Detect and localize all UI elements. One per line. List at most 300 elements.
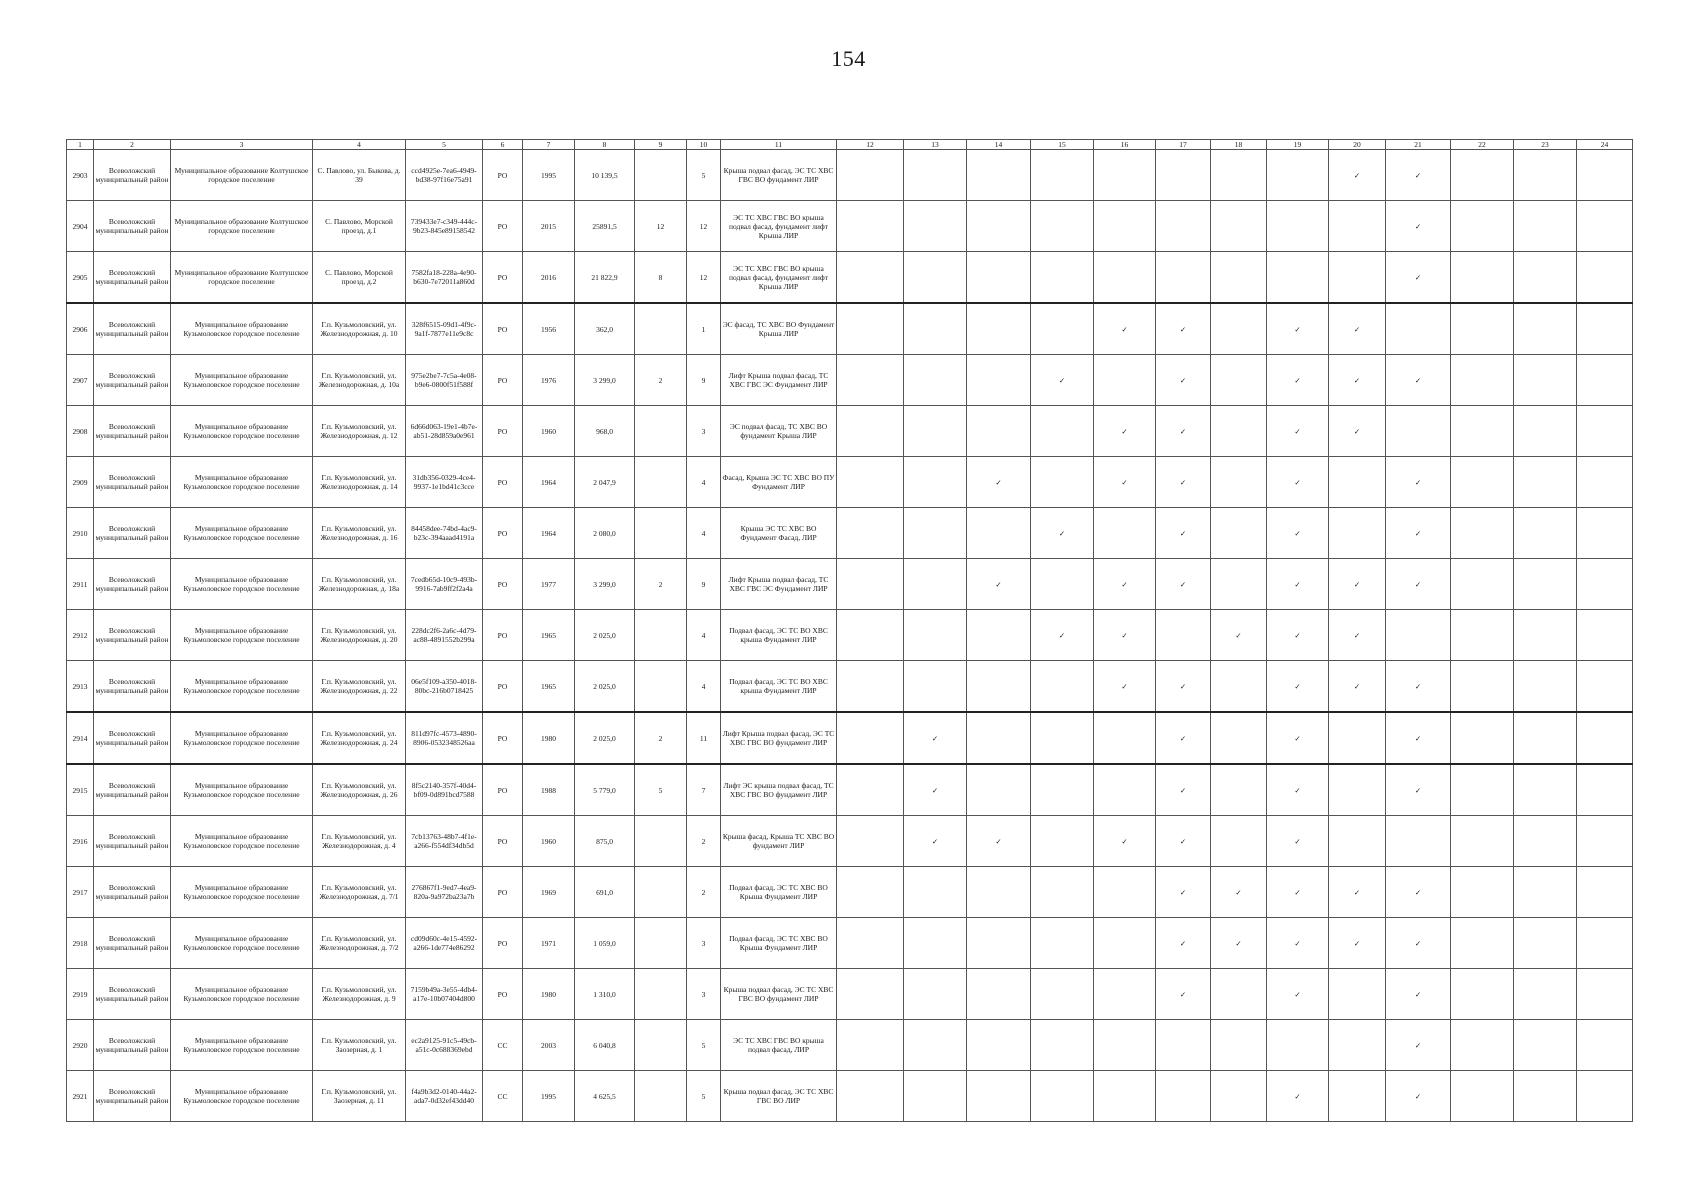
check-icon: ✓	[1414, 938, 1422, 948]
mark-cell-16	[1094, 355, 1156, 406]
mark-cell-18	[1211, 508, 1267, 559]
col10-cell: 9	[687, 355, 721, 406]
mark-cell-22	[1451, 1020, 1514, 1071]
mark-cell-14	[967, 661, 1031, 713]
mark-cell-19	[1267, 969, 1329, 1020]
year-cell: 1976	[523, 355, 575, 406]
works-cell: ЭС ТС ХВС ГВС ВО крыша подвал фасад, фундамент лифт Крыша ЛИР	[721, 201, 837, 252]
building-id-cell: 7159b49a-3e55-4db4-a17e-10b07404d800	[406, 969, 483, 1020]
address-cell: Г.п. Кузьмоловский, ул. Железнодорожная, д. 26	[313, 764, 406, 816]
mark-cell-23	[1514, 252, 1577, 304]
check-icon: ✓	[1294, 477, 1301, 487]
col9-cell	[635, 406, 687, 457]
mark-cell-21	[1386, 1020, 1451, 1071]
area-cell: 2 080,0	[575, 508, 635, 559]
mark-cell-17	[1156, 150, 1211, 201]
mark-cell-16	[1094, 457, 1156, 508]
mark-cell-18	[1211, 355, 1267, 406]
district-cell: Всеволожский муниципальный район	[94, 406, 171, 457]
page-number: 154	[831, 46, 866, 71]
mark-cell-24	[1577, 1071, 1633, 1122]
mark-cell-23	[1514, 764, 1577, 816]
mark-cell-18	[1211, 969, 1267, 1020]
row-number: 2912	[67, 610, 94, 661]
mark-cell-22	[1451, 867, 1514, 918]
mark-cell-20	[1329, 661, 1386, 713]
table-row	[67, 712, 1633, 764]
mark-cell-13	[904, 764, 967, 816]
district-cell: Всеволожский муниципальный район	[94, 969, 171, 1020]
area-cell: 875,0	[575, 816, 635, 867]
mark-cell-19	[1267, 355, 1329, 406]
district-cell: Всеволожский муниципальный район	[94, 867, 171, 918]
check-icon: ✓	[1414, 528, 1422, 538]
col9-cell	[635, 508, 687, 559]
area-cell: 5 779,0	[575, 764, 635, 816]
table-row	[67, 406, 1633, 457]
mark-cell-21	[1386, 508, 1451, 559]
year-cell: 2003	[523, 1020, 575, 1071]
col10-cell: 5	[687, 1071, 721, 1122]
row-number: 2908	[67, 406, 94, 457]
type-cell: РО	[483, 559, 523, 610]
mark-cell-21	[1386, 303, 1451, 355]
table-row	[67, 610, 1633, 661]
area-cell: 2 025,0	[575, 712, 635, 764]
mark-cell-24	[1577, 610, 1633, 661]
registry-table	[66, 139, 1633, 1122]
address-cell: Г.п. Кузьмоловский, ул. Железнодорожная, д. 22	[313, 661, 406, 713]
row-number: 2917	[67, 867, 94, 918]
mark-cell-16	[1094, 508, 1156, 559]
area-cell: 691,0	[575, 867, 635, 918]
mark-cell-13	[904, 661, 967, 713]
mark-cell-22	[1451, 355, 1514, 406]
district-cell: Всеволожский муниципальный район	[94, 661, 171, 713]
year-cell: 2015	[523, 201, 575, 252]
mark-cell-24	[1577, 661, 1633, 713]
mark-cell-14	[967, 712, 1031, 764]
check-icon: ✓	[1353, 887, 1361, 897]
mark-cell-19	[1267, 764, 1329, 816]
municipality-cell: Муниципальное образование Кузьмоловское городское поселение	[171, 1071, 313, 1122]
table-row	[67, 764, 1633, 816]
mark-cell-23	[1514, 150, 1577, 201]
mark-cell-21	[1386, 355, 1451, 406]
municipality-cell: Муниципальное образование Кузьмоловское городское поселение	[171, 457, 313, 508]
year-cell: 1965	[523, 610, 575, 661]
col10-cell: 9	[687, 559, 721, 610]
mark-cell-22	[1451, 661, 1514, 713]
mark-cell-21	[1386, 661, 1451, 713]
check-icon: ✓	[1058, 375, 1066, 385]
table-row	[67, 355, 1633, 406]
mark-cell-14	[967, 303, 1031, 355]
check-icon: ✓	[1121, 426, 1128, 436]
mark-cell-13	[904, 1020, 967, 1071]
column-number: 6	[483, 140, 523, 150]
municipality-cell: Муниципальное образование Кузьмоловское городское поселение	[171, 969, 313, 1020]
column-number: 9	[635, 140, 687, 150]
municipality-cell: Муниципальное образование Колтушское городское поселение	[171, 201, 313, 252]
mark-cell-20	[1329, 610, 1386, 661]
check-icon: ✓	[1353, 375, 1361, 385]
mark-cell-24	[1577, 457, 1633, 508]
mark-cell-23	[1514, 867, 1577, 918]
mark-cell-12	[837, 764, 904, 816]
check-icon: ✓	[1058, 528, 1066, 538]
mark-cell-20	[1329, 712, 1386, 764]
col10-cell: 1	[687, 303, 721, 355]
check-icon: ✓	[1414, 1091, 1422, 1101]
col9-cell	[635, 816, 687, 867]
check-icon: ✓	[1179, 426, 1187, 436]
mark-cell-14	[967, 1071, 1031, 1122]
municipality-cell: Муниципальное образование Колтушское городское поселение	[171, 150, 313, 201]
col9-cell: 2	[635, 712, 687, 764]
row-number: 2913	[67, 661, 94, 713]
mark-cell-14	[967, 764, 1031, 816]
mark-cell-22	[1451, 712, 1514, 764]
mark-cell-18	[1211, 712, 1267, 764]
check-icon: ✓	[1353, 938, 1361, 948]
mark-cell-19	[1267, 1020, 1329, 1071]
area-cell: 2 025,0	[575, 661, 635, 713]
mark-cell-13	[904, 1071, 967, 1122]
mark-cell-24	[1577, 303, 1633, 355]
works-cell: Лифт Крыша подвал фасад, ТС ХВС ГВС ЭС Фундамент ЛИР	[721, 355, 837, 406]
mark-cell-13	[904, 712, 967, 764]
mark-cell-15	[1031, 150, 1094, 201]
district-cell: Всеволожский муниципальный район	[94, 559, 171, 610]
col9-cell: 5	[635, 764, 687, 816]
mark-cell-17	[1156, 764, 1211, 816]
year-cell: 1956	[523, 303, 575, 355]
district-cell: Всеволожский муниципальный район	[94, 918, 171, 969]
mark-cell-17	[1156, 508, 1211, 559]
col9-cell	[635, 150, 687, 201]
mark-cell-16	[1094, 303, 1156, 355]
check-icon: ✓	[1179, 938, 1187, 948]
col9-cell	[635, 303, 687, 355]
mark-cell-18	[1211, 559, 1267, 610]
mark-cell-16	[1094, 1020, 1156, 1071]
mark-cell-22	[1451, 457, 1514, 508]
area-cell: 1 059,0	[575, 918, 635, 969]
mark-cell-23	[1514, 406, 1577, 457]
building-id-cell: 276867f1-9ed7-4ea9-820a-9a972ba23a7b	[406, 867, 483, 918]
col9-cell	[635, 969, 687, 1020]
mark-cell-15	[1031, 661, 1094, 713]
works-cell: Крыша фасад, Крыша ТС ХВС ВО фундамент ЛИР	[721, 816, 837, 867]
mark-cell-20	[1329, 406, 1386, 457]
address-cell: Г.п. Кузьмоловский, ул. Железнодорожная, д. 10а	[313, 355, 406, 406]
mark-cell-22	[1451, 816, 1514, 867]
mark-cell-14	[967, 867, 1031, 918]
col10-cell: 5	[687, 150, 721, 201]
mark-cell-19	[1267, 1071, 1329, 1122]
mark-cell-17	[1156, 816, 1211, 867]
year-cell: 1995	[523, 150, 575, 201]
mark-cell-19	[1267, 661, 1329, 713]
type-cell: РО	[483, 406, 523, 457]
mark-cell-21	[1386, 610, 1451, 661]
col10-cell: 3	[687, 969, 721, 1020]
mark-cell-21	[1386, 867, 1451, 918]
type-cell: РО	[483, 252, 523, 304]
works-cell: Крыша подвал фасад, ЭС ТС ХВС ГВС ВО фундамент ЛИР	[721, 150, 837, 201]
mark-cell-17	[1156, 355, 1211, 406]
row-number: 2920	[67, 1020, 94, 1071]
check-icon: ✓	[1294, 630, 1301, 640]
municipality-cell: Муниципальное образование Кузьмоловское городское поселение	[171, 867, 313, 918]
row-number: 2909	[67, 457, 94, 508]
area-cell: 968,0	[575, 406, 635, 457]
mark-cell-16	[1094, 150, 1156, 201]
column-number: 12	[837, 140, 904, 150]
check-icon: ✓	[1414, 375, 1422, 385]
check-icon: ✓	[1353, 170, 1361, 180]
mark-cell-20	[1329, 816, 1386, 867]
address-cell: С. Павлово, Морской проезд, д.1	[313, 201, 406, 252]
mark-cell-24	[1577, 252, 1633, 304]
district-cell: Всеволожский муниципальный район	[94, 712, 171, 764]
address-cell: Г.п. Кузьмоловский, ул. Железнодорожная, д. 24	[313, 712, 406, 764]
mark-cell-22	[1451, 201, 1514, 252]
mark-cell-15	[1031, 457, 1094, 508]
check-icon: ✓	[1353, 579, 1361, 589]
building-id-cell: 739433e7-c349-444c-9b23-845e89158542	[406, 201, 483, 252]
municipality-cell: Муниципальное образование Колтушское городское поселение	[171, 252, 313, 304]
district-cell: Всеволожский муниципальный район	[94, 508, 171, 559]
address-cell: Г.п. Кузьмоловский, ул. Железнодорожная, д. 14	[313, 457, 406, 508]
address-cell: Г.п. Кузьмоловский, ул. Железнодорожная, д. 4	[313, 816, 406, 867]
check-icon: ✓	[1414, 579, 1422, 589]
mark-cell-23	[1514, 1020, 1577, 1071]
mark-cell-22	[1451, 918, 1514, 969]
mark-cell-13	[904, 508, 967, 559]
address-cell: Г.п. Кузьмоловский, ул. Железнодорожная, д. 7/2	[313, 918, 406, 969]
area-cell: 21 822,9	[575, 252, 635, 304]
mark-cell-24	[1577, 867, 1633, 918]
check-icon: ✓	[1179, 324, 1187, 334]
mark-cell-14	[967, 355, 1031, 406]
table-row	[67, 918, 1633, 969]
year-cell: 1965	[523, 661, 575, 713]
area-cell: 3 299,0	[575, 559, 635, 610]
col9-cell	[635, 1071, 687, 1122]
mark-cell-15	[1031, 1020, 1094, 1071]
mark-cell-15	[1031, 303, 1094, 355]
mark-cell-13	[904, 406, 967, 457]
mark-cell-18	[1211, 150, 1267, 201]
mark-cell-23	[1514, 610, 1577, 661]
address-cell: Г.п. Кузьмоловский, ул. Железнодорожная, д. 18а	[313, 559, 406, 610]
check-icon: ✓	[1294, 681, 1301, 691]
check-icon: ✓	[1353, 681, 1361, 691]
mark-cell-12	[837, 1071, 904, 1122]
type-cell: РО	[483, 303, 523, 355]
col10-cell: 12	[687, 252, 721, 304]
table-row	[67, 816, 1633, 867]
mark-cell-23	[1514, 559, 1577, 610]
mark-cell-16	[1094, 661, 1156, 713]
mark-cell-20	[1329, 969, 1386, 1020]
check-icon: ✓	[1179, 989, 1187, 999]
mark-cell-23	[1514, 918, 1577, 969]
check-icon: ✓	[1179, 887, 1187, 897]
column-number: 7	[523, 140, 575, 150]
mark-cell-13	[904, 816, 967, 867]
mark-cell-13	[904, 355, 967, 406]
area-cell: 2 025,0	[575, 610, 635, 661]
year-cell: 1995	[523, 1071, 575, 1122]
type-cell: РО	[483, 150, 523, 201]
mark-cell-23	[1514, 969, 1577, 1020]
column-number: 1	[67, 140, 94, 150]
check-icon: ✓	[1294, 733, 1301, 743]
mark-cell-18	[1211, 918, 1267, 969]
mark-cell-16	[1094, 610, 1156, 661]
mark-cell-13	[904, 969, 967, 1020]
mark-cell-17	[1156, 1020, 1211, 1071]
municipality-cell: Муниципальное образование Кузьмоловское городское поселение	[171, 355, 313, 406]
mark-cell-24	[1577, 1020, 1633, 1071]
mark-cell-14	[967, 969, 1031, 1020]
works-cell: Лифт Крыша подвал фасад, ЭС ТС ХВС ГВС ВО фундамент ЛИР	[721, 712, 837, 764]
mark-cell-13	[904, 559, 967, 610]
mark-cell-12	[837, 150, 904, 201]
mark-cell-20	[1329, 457, 1386, 508]
works-cell: Лифт Крыша подвал фасад, ТС ХВС ГВС ЭС Фундамент ЛИР	[721, 559, 837, 610]
municipality-cell: Муниципальное образование Кузьмоловское городское поселение	[171, 918, 313, 969]
col9-cell	[635, 867, 687, 918]
check-icon: ✓	[1121, 681, 1128, 691]
mark-cell-17	[1156, 661, 1211, 713]
building-id-cell: f4a9b3d2-0140-44a2-ada7-0d32ef43dd40	[406, 1071, 483, 1122]
mark-cell-13	[904, 201, 967, 252]
building-id-cell: 06e5f109-a350-4018-80bc-216b0718425	[406, 661, 483, 713]
column-number: 8	[575, 140, 635, 150]
mark-cell-14	[967, 457, 1031, 508]
works-cell: Подвал фасад, ЭС ТС ХВС ВО Крыша Фундамент ЛИР	[721, 918, 837, 969]
building-id-cell: 7582fa18-228a-4e90-b630-7e72011a860d	[406, 252, 483, 304]
check-icon: ✓	[1179, 477, 1187, 487]
mark-cell-20	[1329, 303, 1386, 355]
column-number: 16	[1094, 140, 1156, 150]
mark-cell-24	[1577, 508, 1633, 559]
type-cell: РО	[483, 969, 523, 1020]
mark-cell-18	[1211, 816, 1267, 867]
col9-cell: 2	[635, 559, 687, 610]
mark-cell-12	[837, 1020, 904, 1071]
mark-cell-19	[1267, 816, 1329, 867]
mark-cell-18	[1211, 457, 1267, 508]
column-number: 18	[1211, 140, 1267, 150]
type-cell: РО	[483, 355, 523, 406]
column-number: 5	[406, 140, 483, 150]
mark-cell-15	[1031, 252, 1094, 304]
mark-cell-24	[1577, 969, 1633, 1020]
check-icon: ✓	[1353, 324, 1361, 334]
building-id-cell: 6d66d063-19e1-4b7e-ab51-28d859a0e961	[406, 406, 483, 457]
column-number: 4	[313, 140, 406, 150]
mark-cell-20	[1329, 508, 1386, 559]
mark-cell-17	[1156, 867, 1211, 918]
check-icon: ✓	[995, 579, 1002, 589]
mark-cell-18	[1211, 201, 1267, 252]
works-cell: Лифт ЭС крыша подвал фасад, ТС ХВС ГВС ВО фундамент ЛИР	[721, 764, 837, 816]
table-row	[67, 1020, 1633, 1071]
mark-cell-12	[837, 355, 904, 406]
mark-cell-14	[967, 918, 1031, 969]
check-icon: ✓	[1235, 887, 1242, 897]
year-cell: 1971	[523, 918, 575, 969]
check-icon: ✓	[1294, 1091, 1301, 1101]
column-number: 14	[967, 140, 1031, 150]
mark-cell-18	[1211, 867, 1267, 918]
column-number: 22	[1451, 140, 1514, 150]
area-cell: 362,0	[575, 303, 635, 355]
mark-cell-17	[1156, 406, 1211, 457]
check-icon: ✓	[1294, 579, 1301, 589]
mark-cell-18	[1211, 610, 1267, 661]
table-row	[67, 1071, 1633, 1122]
mark-cell-12	[837, 712, 904, 764]
mark-cell-24	[1577, 355, 1633, 406]
col10-cell: 7	[687, 764, 721, 816]
mark-cell-19	[1267, 867, 1329, 918]
mark-cell-19	[1267, 712, 1329, 764]
mark-cell-22	[1451, 764, 1514, 816]
mark-cell-20	[1329, 201, 1386, 252]
address-cell: Г.п. Кузьмоловский, ул. Железнодорожная, д. 16	[313, 508, 406, 559]
mark-cell-12	[837, 201, 904, 252]
mark-cell-23	[1514, 1071, 1577, 1122]
municipality-cell: Муниципальное образование Кузьмоловское городское поселение	[171, 661, 313, 713]
mark-cell-14	[967, 816, 1031, 867]
mark-cell-22	[1451, 508, 1514, 559]
row-number: 2904	[67, 201, 94, 252]
mark-cell-17	[1156, 969, 1211, 1020]
table-row	[67, 867, 1633, 918]
mark-cell-12	[837, 457, 904, 508]
mark-cell-13	[904, 918, 967, 969]
mark-cell-14	[967, 252, 1031, 304]
works-cell: ЭС ТС ХВС ГВС ВО крыша подвал фасад, ЛИР	[721, 1020, 837, 1071]
mark-cell-23	[1514, 816, 1577, 867]
municipality-cell: Муниципальное образование Кузьмоловское городское поселение	[171, 1020, 313, 1071]
row-number: 2916	[67, 816, 94, 867]
year-cell: 1977	[523, 559, 575, 610]
col9-cell: 8	[635, 252, 687, 304]
works-cell: Подвал фасад, ЭС ТС ВО ХВС крыша Фундамент ЛИР	[721, 610, 837, 661]
mark-cell-16	[1094, 559, 1156, 610]
check-icon: ✓	[1294, 938, 1301, 948]
row-number: 2918	[67, 918, 94, 969]
table-row	[67, 150, 1633, 201]
mark-cell-22	[1451, 303, 1514, 355]
mark-cell-15	[1031, 559, 1094, 610]
col9-cell: 12	[635, 201, 687, 252]
col10-cell: 3	[687, 918, 721, 969]
row-number: 2903	[67, 150, 94, 201]
mark-cell-22	[1451, 1071, 1514, 1122]
mark-cell-20	[1329, 150, 1386, 201]
check-icon: ✓	[1414, 272, 1422, 282]
check-icon: ✓	[1179, 733, 1187, 743]
district-cell: Всеволожский муниципальный район	[94, 303, 171, 355]
